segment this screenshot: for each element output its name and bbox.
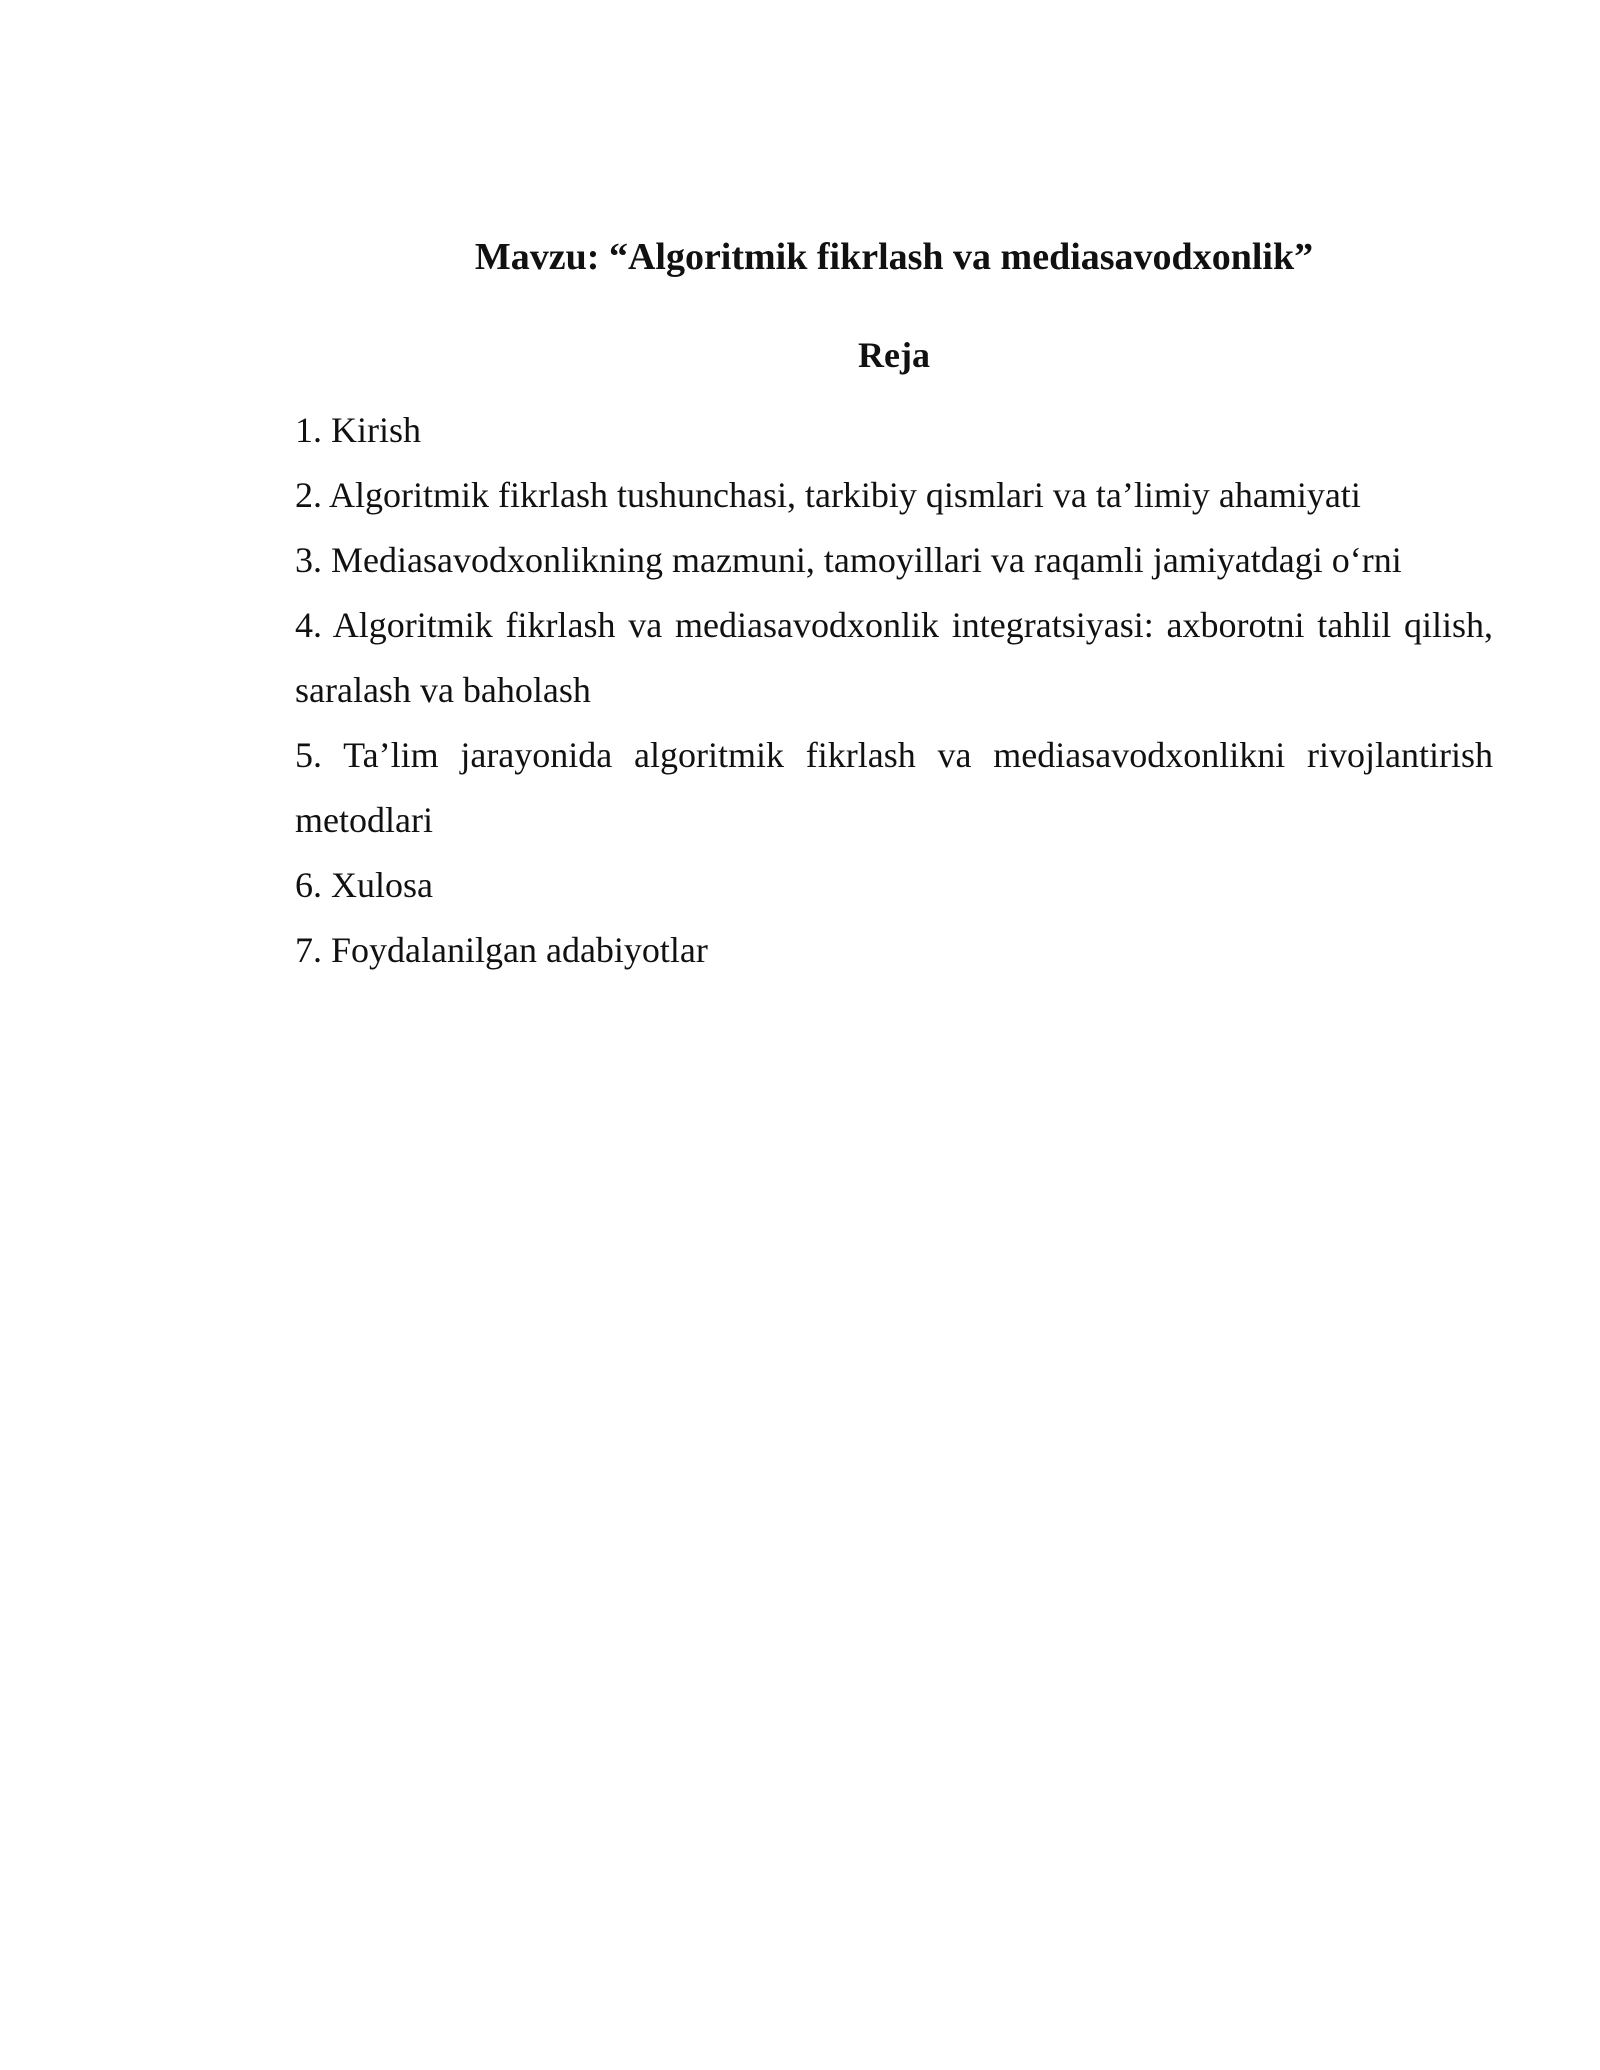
plan-item-5: 5. Ta’lim jarayonida algoritmik fikrlash va mediasavodxonlikni rivojlantirish metodlari: [295, 735, 1493, 840]
plan-item-3: 3. Mediasavodxonlikning mazmuni, tamoyillari va raqamli jamiyatdagi o‘rni: [295, 540, 1402, 580]
plan-item-4: 4. Algoritmik fikrlash va mediasavodxonlik integratsiyasi: axborotni tahlil qilish, saralash va baholash: [295, 605, 1493, 710]
plan-item-6: 6. Xulosa: [295, 865, 433, 905]
plan-item-7: 7. Foydalanilgan adabiyotlar: [295, 930, 708, 970]
plan-item-2: 2. Algoritmik fikrlash tushunchasi, tarkibiy qismlari va ta’limiy ahamiyati: [295, 475, 1361, 515]
document-title: Mavzu: “Algoritmik fikrlash va mediasavodxonlik”: [474, 236, 1314, 278]
plan-item-1: 1. Kirish: [295, 410, 421, 450]
plan-heading: Reja: [858, 335, 930, 375]
plan-list: [295, 398, 1493, 983]
